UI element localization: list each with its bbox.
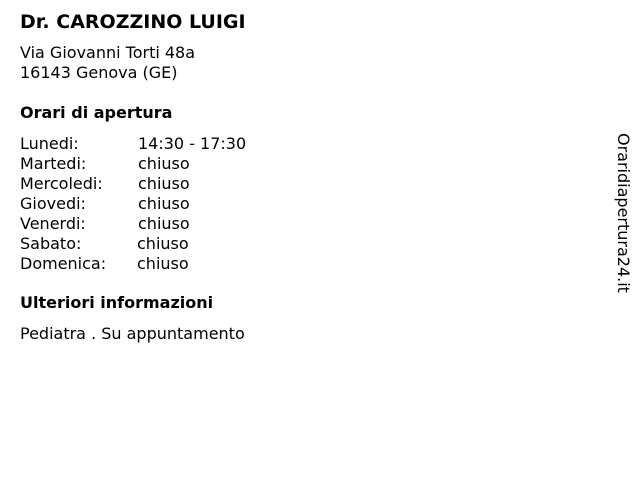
- hours-row-friday: [20, 214, 320, 234]
- hours-day: Lunedi:: [20, 134, 79, 153]
- hours-row-tuesday: [20, 154, 320, 174]
- business-name: Dr. CAROZZINO LUIGI: [20, 11, 246, 33]
- hours-time: chiuso: [138, 194, 190, 213]
- hours-day: Giovedi:: [20, 194, 86, 213]
- hours-day: Venerdi:: [20, 214, 86, 233]
- hours-time: chiuso: [138, 154, 190, 173]
- hours-row-wednesday: [20, 174, 320, 194]
- hours-day: Sabato:: [20, 234, 82, 253]
- hours-time: chiuso: [138, 174, 190, 193]
- hours-time: chiuso: [138, 214, 190, 233]
- hours-day: Martedi:: [20, 154, 87, 173]
- more-info-heading: Ulteriori informazioni: [20, 293, 214, 312]
- address-street: Via Giovanni Torti 48a: [20, 43, 196, 62]
- hours-time: chiuso: [137, 234, 189, 253]
- business-card: [20, 0, 600, 480]
- site-brand-text: Oraridiapertura24.it: [614, 133, 633, 293]
- address-city: 16143 Genova (GE): [20, 63, 178, 82]
- business-address: [20, 43, 195, 83]
- opening-hours-heading: Orari di apertura: [20, 103, 173, 122]
- hours-time: 14:30 - 17:30: [138, 134, 247, 153]
- hours-row-saturday: [20, 234, 320, 254]
- hours-row-sunday: [20, 254, 320, 274]
- hours-row-thursday: [20, 194, 320, 214]
- hours-time: chiuso: [137, 254, 189, 273]
- hours-day: Domenica:: [20, 254, 107, 273]
- hours-row-monday: [20, 134, 320, 154]
- more-info-text: Pediatra . Su appuntamento: [20, 324, 245, 343]
- opening-hours-list: [20, 134, 320, 274]
- hours-day: Mercoledi:: [20, 174, 103, 193]
- site-brand-vertical: [613, 133, 633, 309]
